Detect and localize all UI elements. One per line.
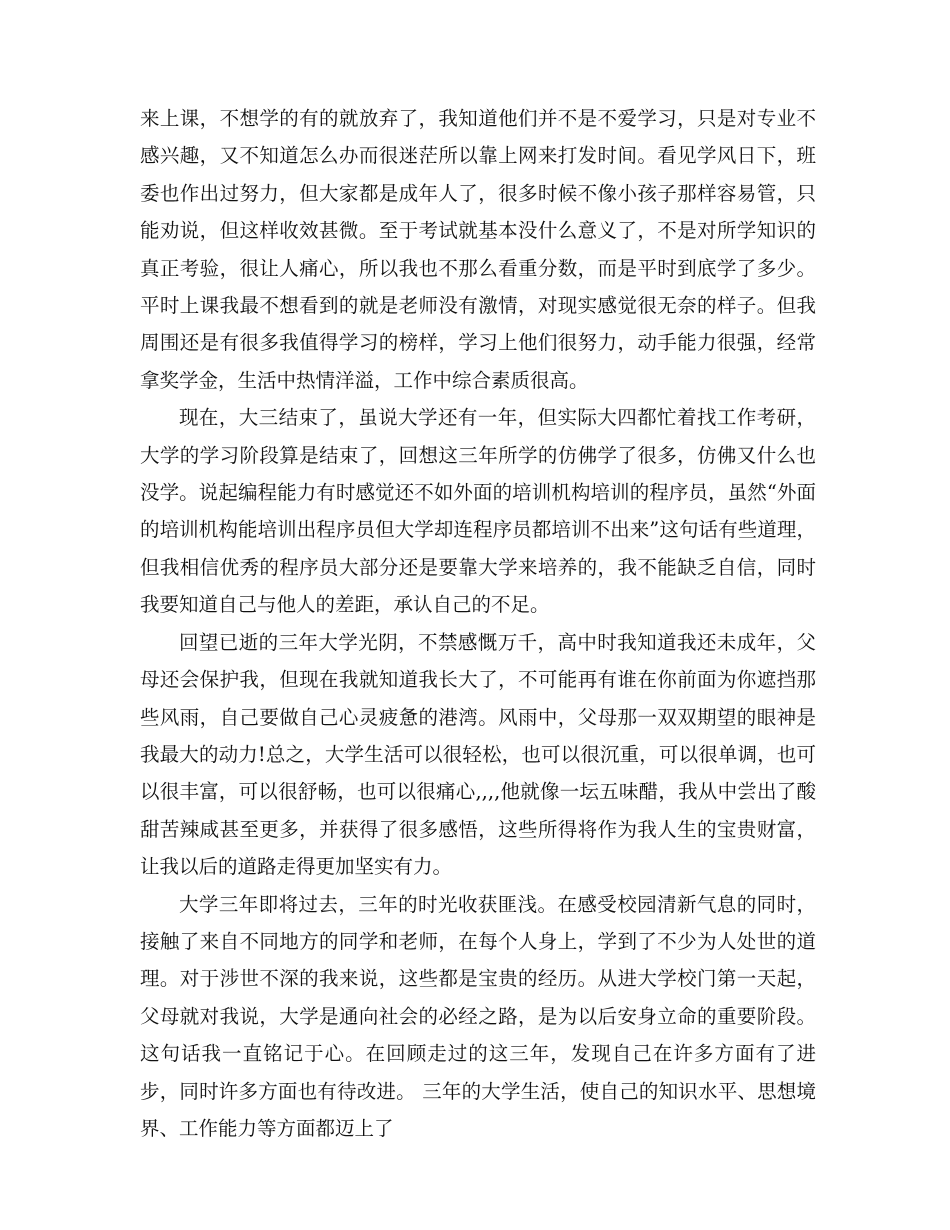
document-body <box>140 100 816 1147</box>
paragraph-4: 大学三年即将过去，三年的时光收获匪浅。在感受校园清新气息的同时，接触了来自不同地方的同学和老师，在每个人身上，学到了不少为人处世的道理。对于涉世不深的我来说，这些都是宝贵的经历。从进大学校门第一天起，父母就对我说，大学是通向社会的必经之路，是为以后安身立命的重要阶段。这句话我一直铭记于心。在回顾走过的这三年，发现自己在许多方面有了进步，同时许多方面也有待改进。 三年的大学生活，使自己的知识水平、思想境界、工作能力等方面都迈上了 <box>140 892 816 1140</box>
paragraph-2: 现在，大三结束了，虽说大学还有一年，但实际大四都忙着找工作考研，大学的学习阶段算是结束了，回想这三年所学的仿佛学了很多，仿佛又什么也没学。说起编程能力有时感觉还不如外面的培训机构培训的程序员，虽然“外面的培训机构能培训出程序员但大学却连程序员都培训不出来”这句话有些道理，但我相信优秀的程序员大部分还是要靠大学来培养的，我不能缺乏自信，同时我要知道自己与他人的差距，承认自己的不足。 <box>140 406 816 617</box>
paragraph-1: 来上课，不想学的有的就放弃了，我知道他们并不是不爱学习，只是对专业不感兴趣，又不知道怎么办而很迷茫所以靠上网来打发时间。看见学风日下，班委也作出过努力，但大家都是成年人了，很多时候不像小孩子那样容易管，只能劝说，但这样收效甚微。至于考试就基本没什么意义了，不是对所学知识的真正考验，很让人痛心，所以我也不那么看重分数，而是平时到底学了多少。平时上课我最不想看到的就是老师没有激情，对现实感觉很无奈的样子。但我周围还是有很多我值得学习的榜样，学习上他们很努力，动手能力很强，经常拿奖学金，生活中热情洋溢，工作中综合素质很高。 <box>140 107 816 392</box>
paragraph-3: 回望已逝的三年大学光阴，不禁感慨万千，高中时我知道我还未成年，父母还会保护我，但现在我就知道我长大了，不可能再有谁在你前面为你遮挡那些风雨，自己要做自己心灵疲惫的港湾。风雨中，父母那一双双期望的眼神是我最大的动力!总之，大学生活可以很轻松，也可以很沉重，可以很单调，也可以很丰富，可以很舒畅，也可以很痛心,,,,他就像一坛五味醋，我从中尝出了酸甜苦辣咸甚至更多，并获得了很多感悟，这些所得将作为我人生的宝贵财富，让我以后的道路走得更加坚实有力。 <box>140 630 816 879</box>
